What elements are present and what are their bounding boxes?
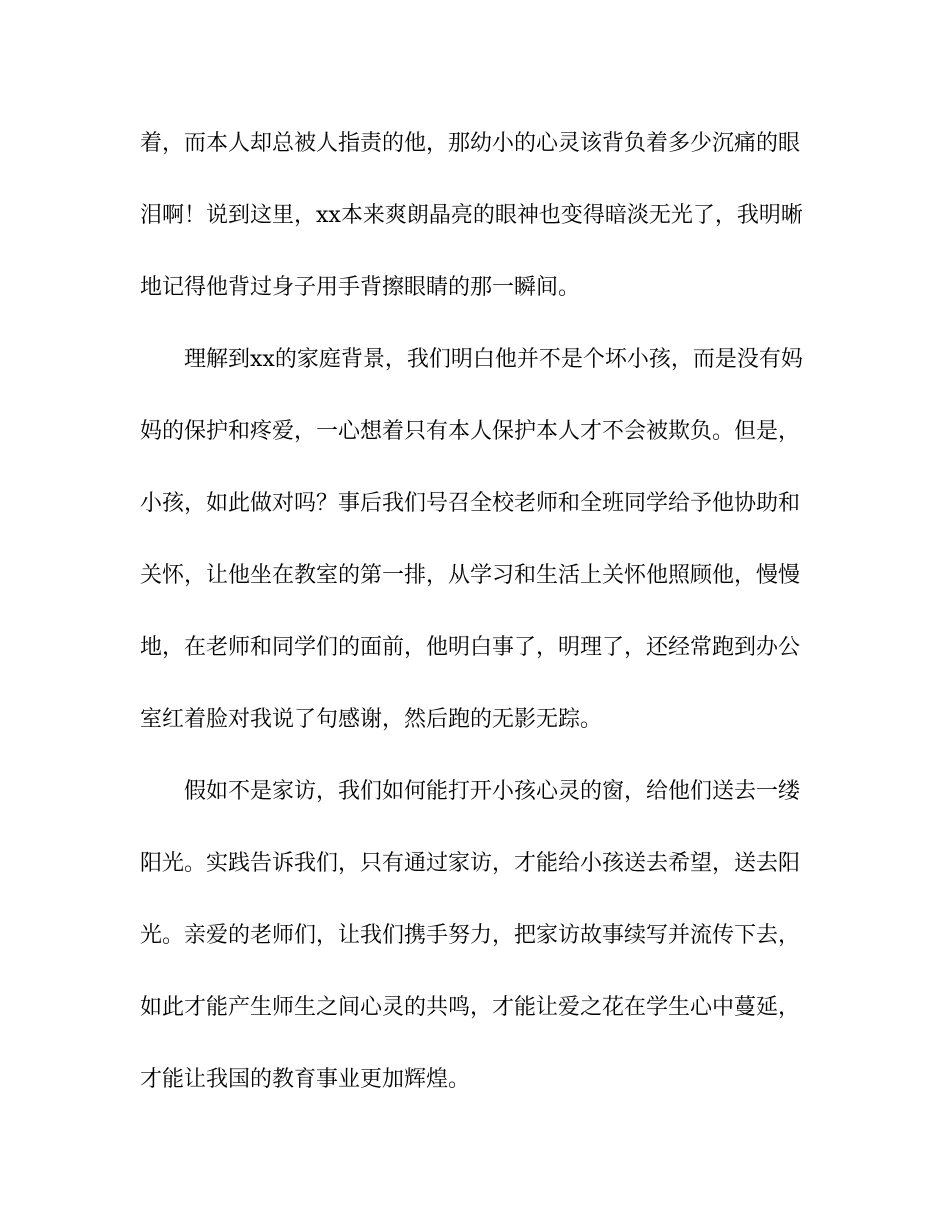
text-line: 才能让我国的教育事业更加辉煌。 bbox=[140, 1067, 471, 1092]
body-text bbox=[140, 124, 810, 1132]
paragraph-first-line: 理解到xx的家庭背景，我们明白他并不是个坏小孩，而是没有妈 bbox=[184, 347, 803, 372]
text-line: 泪啊！说到这里，xx本来爽朗晶亮的眼神也变得暗淡无光了，我明晰 bbox=[140, 203, 803, 228]
paragraph-first-line: 假如不是家访，我们如何能打开小孩心灵的窗，给他们送去一缕 bbox=[184, 779, 801, 804]
text-line: 地记得他背过身子用手背擦眼睛的那一瞬间。 bbox=[140, 275, 581, 300]
text-line: 妈的保护和疼爱，一心想着只有本人保护本人才不会被欺负。但是， bbox=[140, 419, 801, 444]
text-line: 小孩，如此做对吗？事后我们号召全校老师和全班同学给予他协助和 bbox=[140, 491, 801, 516]
text-line: 地，在老师和同学们的面前，他明白事了，明理了，还经常跑到办公 bbox=[140, 635, 801, 660]
text-line: 如此才能产生师生之间心灵的共鸣，才能让爱之花在学生心中蔓延， bbox=[140, 995, 801, 1020]
text-line: 室红着脸对我说了句感谢，然后跑的无影无踪。 bbox=[140, 707, 603, 732]
text-line: 光。亲爱的老师们，让我们携手努力，把家访故事续写并流传下去， bbox=[140, 923, 801, 948]
text-line: 阳光。实践告诉我们，只有通过家访，才能给小孩送去希望，送去阳 bbox=[140, 851, 801, 876]
text-line: 关怀，让他坐在教室的第一排，从学习和生活上关怀他照顾他，慢慢 bbox=[140, 563, 801, 588]
text-line: 着，而本人却总被人指责的他，那幼小的心灵该背负着多少沉痛的眼 bbox=[140, 131, 801, 156]
